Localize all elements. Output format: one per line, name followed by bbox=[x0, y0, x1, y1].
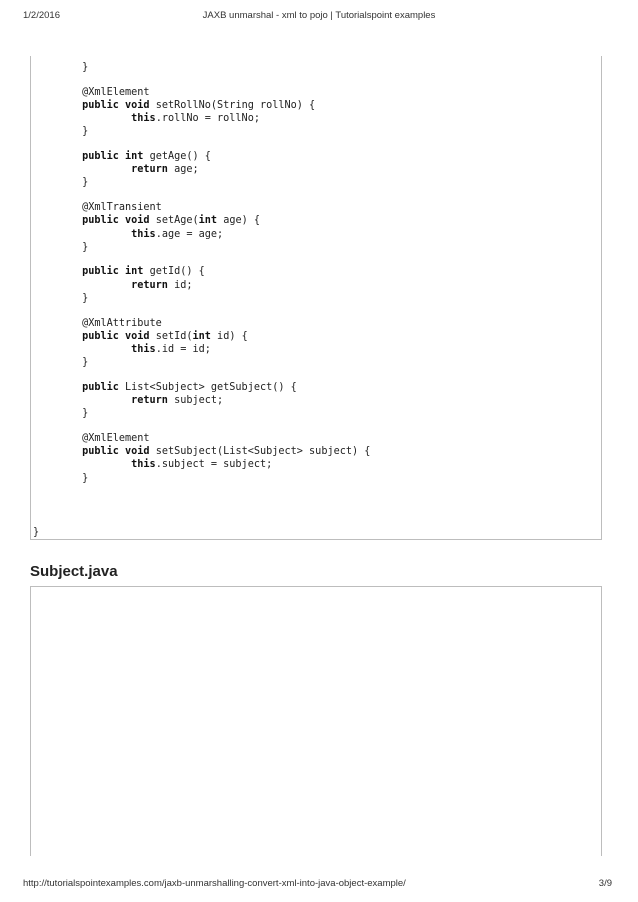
code-text: @XmlAttribute bbox=[33, 317, 162, 329]
code-text: age; bbox=[167, 164, 199, 176]
code-text: age) { bbox=[217, 215, 260, 227]
code-text bbox=[33, 446, 82, 457]
code-text bbox=[33, 266, 82, 277]
code-keyword: return bbox=[131, 164, 168, 176]
code-keyword: public bbox=[82, 330, 119, 342]
code-text: } bbox=[33, 241, 89, 253]
code-text: } bbox=[33, 472, 89, 484]
code-line bbox=[33, 214, 260, 228]
code-line bbox=[33, 356, 88, 370]
code-text bbox=[33, 280, 131, 291]
code-text: setId( bbox=[149, 330, 193, 342]
code-text: } bbox=[33, 177, 89, 189]
code-line bbox=[33, 279, 193, 293]
code-line bbox=[33, 432, 150, 446]
code-line bbox=[33, 201, 162, 215]
code-line bbox=[33, 150, 211, 164]
code-keyword: int bbox=[125, 151, 144, 162]
print-url: http://tutorialspointexamples.com/jaxb-unmarshalling-convert-xml-into-java-object-example/ bbox=[23, 878, 406, 889]
code-text: .age = age; bbox=[155, 228, 224, 240]
code-text: getAge() { bbox=[143, 151, 211, 162]
code-keyword: void bbox=[125, 99, 150, 111]
code-text: setSubject(List<Subject> subject) { bbox=[149, 446, 371, 458]
code-line bbox=[33, 176, 88, 190]
code-text bbox=[33, 459, 131, 470]
code-keyword: public bbox=[82, 151, 119, 162]
code-line bbox=[33, 317, 162, 331]
code-line bbox=[33, 86, 150, 100]
code-line bbox=[33, 99, 315, 113]
print-date: 1/2/2016 bbox=[23, 10, 60, 21]
code-keyword: public bbox=[82, 446, 119, 458]
code-keyword: this bbox=[131, 113, 156, 125]
code-line bbox=[33, 163, 199, 177]
code-keyword: this bbox=[131, 459, 156, 471]
code-text bbox=[33, 151, 82, 162]
code-text bbox=[33, 331, 82, 342]
code-keyword: public bbox=[82, 266, 119, 278]
section-title-subject-java: Subject.java bbox=[30, 563, 118, 580]
code-text: } bbox=[33, 126, 89, 138]
code-line bbox=[33, 458, 272, 472]
code-keyword: int bbox=[125, 266, 144, 278]
code-block-student bbox=[30, 56, 602, 540]
code-text: } bbox=[33, 408, 89, 420]
code-line bbox=[33, 472, 88, 486]
code-line bbox=[33, 241, 88, 255]
code-text: getId() { bbox=[143, 266, 205, 278]
code-text: id) { bbox=[210, 330, 248, 342]
code-text bbox=[33, 164, 131, 175]
code-line bbox=[33, 112, 260, 126]
page-number: 3/9 bbox=[598, 878, 612, 889]
code-text: @XmlElement bbox=[33, 432, 150, 444]
code-text bbox=[33, 395, 131, 406]
code-line bbox=[33, 526, 39, 540]
code-keyword: int bbox=[192, 330, 211, 342]
code-line bbox=[33, 61, 88, 75]
code-line bbox=[33, 381, 297, 395]
code-line bbox=[33, 445, 370, 459]
code-line bbox=[33, 330, 248, 344]
code-text: } bbox=[33, 357, 89, 369]
code-keyword: void bbox=[125, 215, 150, 227]
code-text bbox=[33, 113, 131, 124]
code-text: } bbox=[33, 62, 89, 73]
print-page-title: JAXB unmarshal - xml to pojo | Tutorialspoint examples bbox=[202, 10, 436, 21]
code-text: List<Subject> getSubject() { bbox=[118, 381, 297, 393]
code-text: @XmlElement bbox=[33, 86, 150, 98]
code-text: setRollNo(String rollNo) { bbox=[149, 99, 316, 111]
code-line bbox=[33, 343, 211, 357]
code-text: .rollNo = rollNo; bbox=[155, 113, 260, 125]
code-text bbox=[33, 344, 131, 355]
code-text: setAge( bbox=[149, 215, 199, 227]
code-keyword: this bbox=[131, 343, 156, 355]
code-line bbox=[33, 265, 205, 279]
code-line bbox=[33, 228, 223, 242]
code-line bbox=[33, 394, 223, 408]
code-keyword: void bbox=[125, 446, 150, 458]
code-text: .id = id; bbox=[155, 343, 211, 355]
code-keyword: int bbox=[198, 215, 218, 227]
code-text bbox=[33, 229, 131, 240]
code-keyword: this bbox=[131, 228, 156, 240]
code-keyword: return bbox=[131, 279, 168, 291]
code-line bbox=[33, 407, 88, 421]
code-keyword: public bbox=[82, 99, 119, 111]
code-text: id; bbox=[167, 279, 193, 291]
code-line bbox=[33, 125, 88, 139]
code-text bbox=[33, 100, 82, 111]
code-block-subject bbox=[30, 586, 602, 856]
code-text bbox=[33, 215, 82, 226]
code-text: .subject = subject; bbox=[155, 459, 273, 471]
code-keyword: return bbox=[131, 395, 168, 406]
code-text: } bbox=[33, 292, 89, 304]
code-text: subject; bbox=[167, 395, 224, 406]
code-keyword: void bbox=[125, 330, 150, 342]
code-line bbox=[33, 292, 88, 306]
code-text: @XmlTransient bbox=[33, 202, 162, 214]
code-text bbox=[33, 382, 82, 393]
code-text: } bbox=[33, 527, 40, 538]
code-keyword: public bbox=[82, 381, 119, 393]
code-keyword: public bbox=[82, 215, 119, 227]
